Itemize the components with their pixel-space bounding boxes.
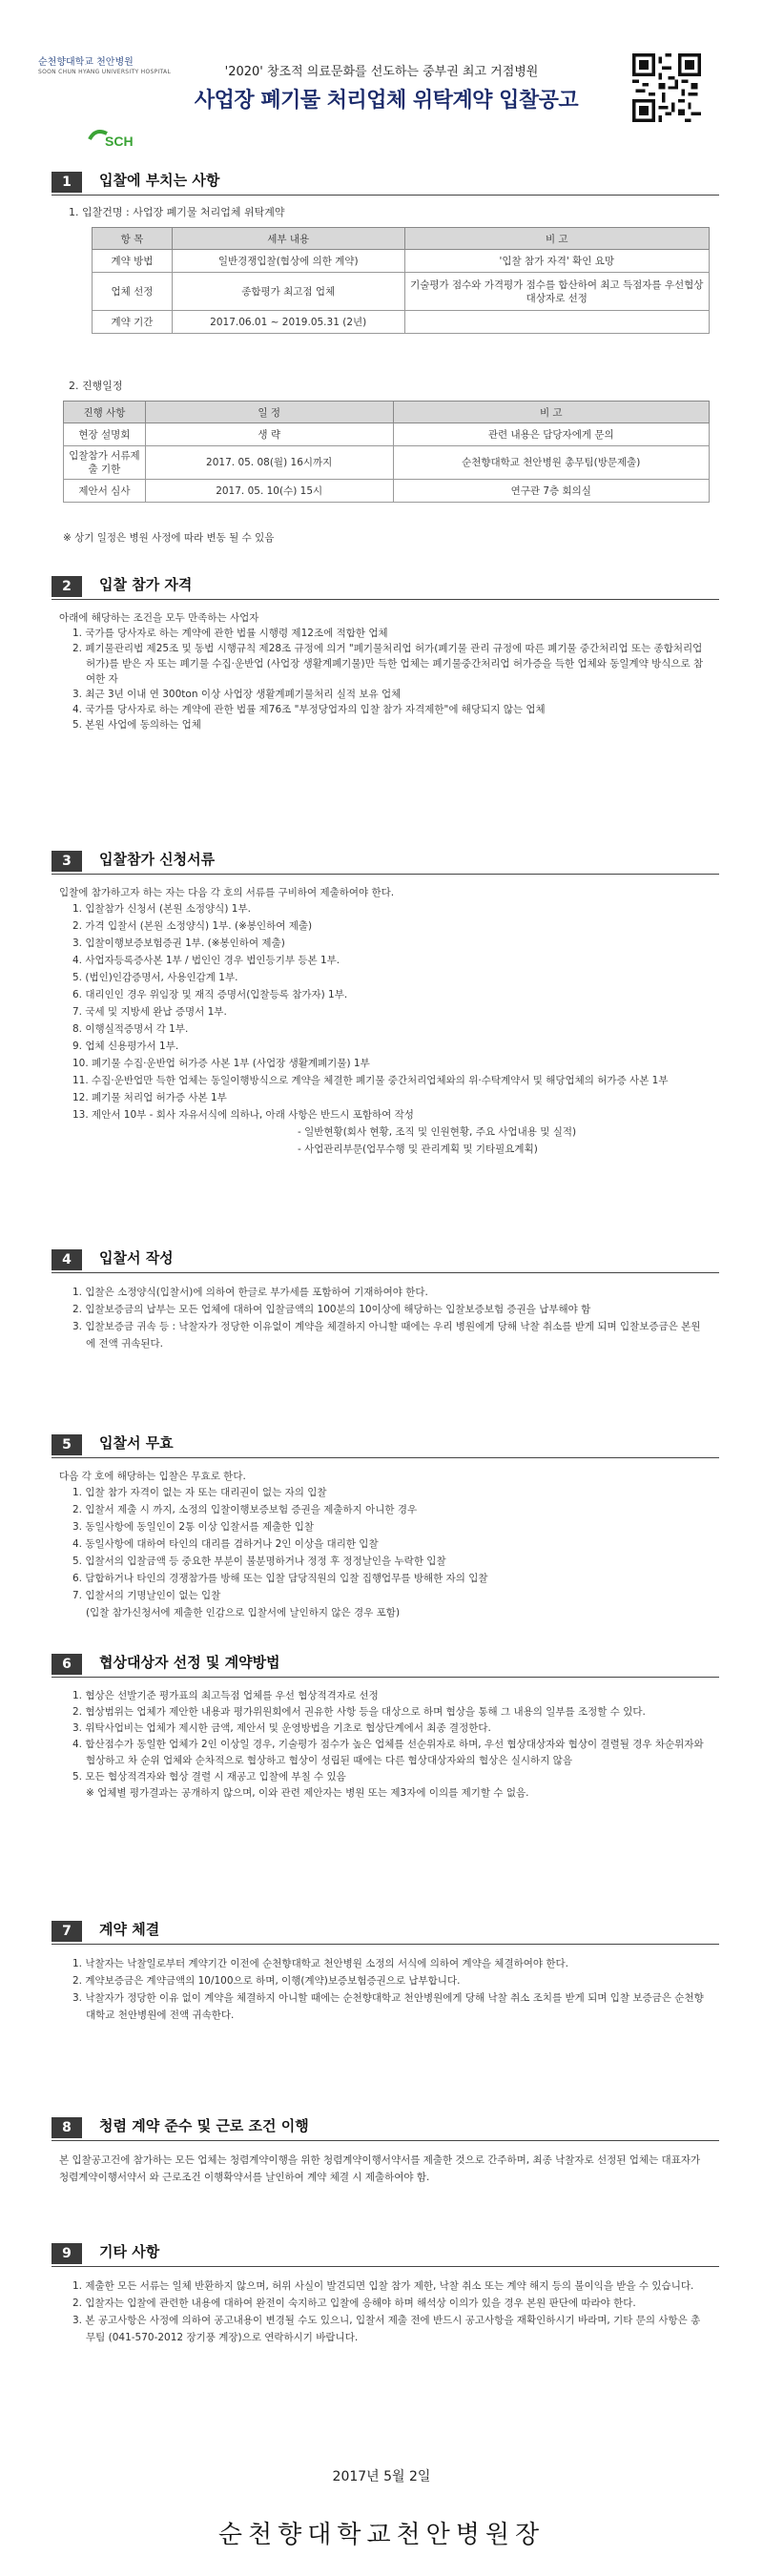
section-title: 기타 사항 [99, 2243, 160, 2260]
table-cell [404, 311, 709, 334]
list-item: 2. 협상범위는 업체가 제안한 내용과 평가위원회에서 권유한 사항 등을 대상으로 하며 협상을 통해 그 내용의 일부를 조정할 수 있다. [72, 1706, 646, 1718]
list-item: 5. 입찰서의 입찰금액 등 중요한 부분이 불분명하거나 정정 후 정정날인을 누락한 입찰 [72, 1556, 446, 1567]
section-number: 3 [52, 851, 82, 872]
table-cell: 관련 내용은 담당자에게 문의 [393, 423, 710, 446]
schedule-table [63, 401, 710, 503]
table-cell: 2017. 05. 10(수) 15시 [145, 480, 393, 503]
section-9-header [52, 2239, 719, 2266]
table-cell: 연구관 7층 회의실 [393, 480, 710, 503]
list-item: 3. 낙찰자가 정당한 이유 없이 계약을 체결하지 아니할 때에는 순천향대학교 천안병원에게 당해 낙찰 취소 조치를 받게 되며 입찰 보증금은 순천향대학교 천안병원에 전액 귀속한다. [72, 1992, 704, 2021]
list-item: 4. 사업자등록증사본 1부 / 법인인 경우 법인등기부 등본 1부. [72, 955, 340, 966]
notice-date: 2017년 5월 2일 [332, 2469, 431, 2484]
section-7-body [59, 1955, 708, 2024]
sch-logo-icon [86, 126, 143, 151]
section-divider [52, 1272, 719, 1273]
section-7-header [52, 1917, 719, 1944]
list-item: 1. 협상은 선발기준 평가표의 최고득점 업체를 우선 협상적격자로 선정 [72, 1690, 379, 1701]
list-item: 1. 입찰 참가 자격이 없는 자 또는 대리권이 없는 자의 입찰 [72, 1487, 327, 1498]
list-item: 12. 폐기물 처리업 허가증 사본 1부 [72, 1092, 227, 1103]
section-divider [52, 1457, 719, 1458]
list-item: 1. 제출한 모든 서류는 일체 반환하지 않으며, 허위 사실이 발견되면 입찰 참가 제한, 낙찰 취소 또는 계약 해지 등의 불이익을 받을 수 있습니다. [72, 2280, 694, 2292]
evaluation-note: ※ 업체별 평가결과는 공개하지 않으며, 이와 관련 제안자는 병원 또는 제3자에 이의를 제기할 수 없음. [86, 1787, 529, 1799]
table-cell: 업체 선정 [93, 273, 173, 311]
section-divider [52, 2266, 719, 2267]
section-3 [52, 847, 719, 874]
hospital-logo [38, 57, 210, 162]
table-cell: 제안서 심사 [64, 480, 146, 503]
list-item: 5. (법인)인감증명서, 사용인감계 1부. [72, 972, 238, 983]
section-title: 입찰 참가 자격 [99, 576, 193, 593]
list-item: 4. 동일사항에 대하여 타인의 대리를 겸하거나 2인 이상을 대리한 입찰 [72, 1538, 379, 1550]
section-number: 1 [52, 172, 82, 193]
list-item: 3. 최근 3년 이내 연 300ton 이상 사업장 생활계폐기물처리 실적 보유 업체 [72, 689, 402, 700]
table-cell: 현장 설명회 [64, 423, 146, 446]
section-divider [52, 1944, 719, 1945]
section-number: 9 [52, 2243, 82, 2264]
table-header: 항 목 [93, 228, 173, 250]
table-cell: 계약 방법 [93, 250, 173, 273]
list-item: 4. 국가를 당사자로 하는 계약에 관한 법률 제76조 "부정당업자의 입찰 참가 자격제한"에 해당되지 않는 업체 [72, 704, 546, 715]
table-cell: 생 략 [145, 423, 393, 446]
table-cell: 순천향대학교 천안병원 총무팀(방문제출) [393, 446, 710, 480]
table-cell: '입찰 참가 자격' 확인 요망 [404, 250, 709, 273]
list-item: 5. 모든 협상적격자와 협상 결렬 시 재공고 입찰에 부칠 수 있음 [72, 1771, 346, 1783]
misc-list [72, 2277, 708, 2346]
section-9 [52, 2239, 719, 2266]
list-item: 7. 국세 및 지방세 완납 증명서 1부. [72, 1006, 227, 1018]
section-1-header [52, 168, 719, 195]
list-item: 2. 입찰서 제출 시 까지, 소정의 입찰이행보증보험 증권을 제출하지 아니한 경우 [72, 1504, 418, 1515]
section-title: 입찰에 부치는 사항 [99, 172, 220, 189]
section-title: 청렴 계약 준수 및 근로 조건 이행 [99, 2117, 309, 2134]
section-number: 6 [52, 1654, 82, 1675]
section-5-header [52, 1431, 719, 1457]
table-header: 비 고 [393, 402, 710, 423]
section-9-body [59, 2277, 708, 2346]
section-title: 입찰서 무효 [99, 1434, 174, 1452]
section-number: 4 [52, 1249, 82, 1270]
section-intro: 아래에 해당하는 조건을 모두 만족하는 사업자 [59, 612, 259, 624]
list-item: 1. 낙찰자는 낙찰일로부터 계약기간 이전에 순천향대학교 천안병원 소정의 서식에 의하여 계약을 체결하여야 한다. [72, 1958, 568, 1969]
integrity-paragraph: 본 입찰공고건에 참가하는 모든 업체는 청렴계약이행을 위한 청렴계약이행서약서를 제출한 것으로 간주하며, 최종 낙찰자로 선정된 업체는 대표자가 청렴계약이행서약서 와 근로조건 이행확약서를 날인하여 계약 체결 시 제출하여야 함. [59, 2154, 701, 2183]
section-2-header [52, 572, 719, 599]
section-divider [52, 2140, 719, 2141]
table-cell: 기술평가 점수와 가격평가 점수를 합산하여 최고 득점자를 우선협상 대상자로 선정 [404, 273, 709, 311]
section-4-header [52, 1246, 719, 1272]
list-item: 1. 국가를 당사자로 하는 계약에 관한 법률 시행령 제12조에 적합한 업체 [72, 628, 388, 639]
section-intro: 다음 각 호에 해당하는 입찰은 무효로 한다. [59, 1471, 246, 1482]
logo-name: 순천향대학교 천안병원 [38, 57, 134, 68]
list-item: 2. 폐기물관리법 제25조 및 동법 시행규칙 제28조 규정에 의거 "폐기물처리업 허가(폐기물 관리 규정에 따른 폐기물 중간처리업 또는 종합처리업 허가)를 받은 자 또는 폐기물 수집·운반업 (사업장 생활계폐기물)만 득한 업체는 폐기물중간처리업 허가증을 득한 업체와 동일계약 방식으로 참여한 자 [72, 643, 704, 685]
list-subitem: - 사업관리부문(업무수행 및 관리계획 및 기타필요계획) [298, 1144, 538, 1155]
section-number: 8 [52, 2117, 82, 2138]
bid-title-line: 1. 입찰건명 : 사업장 폐기물 처리업체 위탁계약 [69, 206, 285, 218]
table-header: 세부 내용 [172, 228, 404, 250]
section-2-body [59, 610, 708, 732]
section-divider [52, 874, 719, 875]
schedule-line: 2. 진행일정 [69, 380, 123, 392]
logo-mark: SCH [105, 134, 134, 149]
table-cell: 일반경쟁입찰(협상에 의한 계약) [172, 250, 404, 273]
list-item: 5. 본원 사업에 동의하는 업체 [72, 719, 201, 731]
table-cell: 입찰참가 서류제출 기한 [64, 446, 146, 480]
section-7 [52, 1917, 719, 1944]
section-6-header [52, 1650, 719, 1677]
header-subtitle: '2020' 창조적 의료문화를 선도하는 중부권 최고 거점병원 [224, 65, 539, 79]
section-number: 7 [52, 1921, 82, 1942]
section-title: 계약 체결 [99, 1921, 160, 1938]
section-5-body [59, 1469, 708, 1621]
documents-list [72, 900, 708, 1158]
section-8 [52, 2113, 719, 2140]
list-item: 1. 입찰은 소정양식(입찰서)에 의하여 한글로 부가세를 포함하여 기재하여야 한다. [72, 1287, 428, 1298]
list-item: 9. 업체 신용평가서 1부. [72, 1041, 179, 1052]
table-header: 일 정 [145, 402, 393, 423]
table-cell: 2017. 05. 08(월) 16시까지 [145, 446, 393, 480]
section-number: 2 [52, 576, 82, 597]
section-divider [52, 599, 719, 600]
list-item: 6. 대리인인 경우 위임장 및 재직 증명서(입찰등록 참가자) 1부. [72, 989, 348, 1000]
list-item: 1. 입찰참가 신청서 (본원 소정양식) 1부. [72, 903, 251, 915]
signer-name: 순천향대학교천안병원장 [217, 2521, 546, 2549]
list-item: 6. 담합하거나 타인의 경쟁참가를 방해 또는 입찰 담당직원의 입찰 집행업무를 방해한 자의 입찰 [72, 1573, 488, 1584]
section-1 [52, 168, 719, 195]
section-title: 입찰참가 신청서류 [99, 851, 216, 868]
list-item: 3. 위탁사업비는 업체가 제시한 금액, 제안서 및 운영방법을 기초로 협상단계에서 최종 결정한다. [72, 1722, 491, 1734]
contract-table [92, 227, 710, 334]
list-item: 2. 계약보증금은 계약금액의 10/100으로 하며, 이행(계약)보증보험증권으로 납부합니다. [72, 1975, 461, 1987]
table-cell: 계약 기간 [93, 311, 173, 334]
section-title: 입찰서 작성 [99, 1249, 174, 1267]
section-6-body [59, 1688, 708, 1802]
page-title: 사업장 폐기물 처리업체 위탁계약 입찰공고 [194, 89, 579, 113]
list-item-continued: (입찰 참가신청서에 제출한 인감으로 입찰서에 날인하지 않은 경우 포함) [86, 1607, 401, 1618]
bid-writing-list [72, 1284, 708, 1352]
list-item: 2. 가격 입찰서 (본원 소정양식) 1부. (※봉인하여 제출) [72, 920, 313, 932]
section-4-body [59, 1284, 708, 1352]
section-6 [52, 1650, 719, 1677]
list-item: 11. 수집·운반업만 득한 업체는 동일이행방식으로 계약을 체결한 폐기물 중간처리업체와의 위·수탁계약서 및 해당업체의 허가증 사본 1부 [72, 1075, 669, 1086]
table-cell: 종합평가 최고점 업체 [172, 273, 404, 311]
table-cell: 2017.06.01 ~ 2019.05.31 (2년) [172, 311, 404, 334]
table-header: 비 고 [404, 228, 709, 250]
list-subitem: - 일반현황(회사 현황, 조직 및 인원현황, 주요 사업내용 및 실적) [298, 1126, 577, 1138]
section-8-header [52, 2113, 719, 2140]
invalid-bid-list [72, 1484, 708, 1621]
list-item: 3. 본 공고사항은 사정에 의하여 공고내용이 변경될 수도 있으니, 입찰서 제출 전에 반드시 공고사항을 재확인하시기 바라며, 기타 문의 사항은 총무팀 (041-570-2012 장기풍 계장)으로 연락하시기 바랍니다. [72, 2315, 701, 2343]
section-3-body [59, 885, 708, 1158]
section-title: 협상대상자 선정 및 계약방법 [99, 1654, 280, 1671]
qualification-list [72, 626, 708, 732]
contract-list [72, 1955, 708, 2024]
section-5 [52, 1431, 719, 1457]
list-item: 3. 동일사항에 동일인이 2통 이상 입찰서를 제출한 입찰 [72, 1521, 315, 1533]
list-item: 2. 입찰자는 입찰에 관련한 내용에 대하여 완전이 숙지하고 입찰에 응해야 하며 해석상 이의가 있을 경우 본원 판단에 따라야 한다. [72, 2298, 636, 2309]
list-item: 3. 입찰이행보증보험증권 1부. (※봉인하여 제출) [72, 938, 285, 949]
logo-english-name: SOON CHUN HYANG UNIVERSITY HOSPITAL [38, 69, 172, 75]
list-item: 7. 입찰서의 기명날인이 없는 입찰 [72, 1590, 221, 1601]
list-item: 8. 이행실적증명서 각 1부. [72, 1023, 189, 1035]
section-2 [52, 572, 719, 599]
section-intro: 입찰에 참가하고자 하는 자는 다음 각 호의 서류를 구비하여 제출하여야 한다. [59, 887, 395, 898]
table-header: 진행 사항 [64, 402, 146, 423]
section-3-header [52, 847, 719, 874]
section-4 [52, 1246, 719, 1272]
list-item: 13. 제안서 10부 - 회사 자유서식에 의하나, 아래 사항은 반드시 포함하여 작성 [72, 1109, 414, 1121]
list-item: 3. 입찰보증금 귀속 등 : 낙찰자가 정당한 이유없이 계약을 체결하지 아니할 때에는 우리 병원에게 당해 낙찰 취소를 받게 되며 입찰보증금은 본원에 전액 귀속된다. [72, 1321, 701, 1350]
qr-code-icon [632, 53, 701, 122]
list-item: 4. 합산점수가 동일한 업체가 2인 이상일 경우, 기술평가 점수가 높은 업체를 선순위자로 하며, 우선 협상대상자와 협상이 결렬될 경우 차순위자와 협상하고 차 순위 업체와 순차적으로 협상하고 협상이 성립된 때에는 다른 협상대상자와의 협상은 실시하지 않음 [72, 1739, 704, 1766]
section-divider [52, 195, 719, 196]
schedule-note: ※ 상기 일정은 병원 사정에 따라 변동 될 수 있음 [63, 532, 275, 544]
list-item: 10. 폐기물 수집·운반업 허가증 사본 1부 (사업장 생활계폐기물) 1부 [72, 1058, 370, 1069]
section-number: 5 [52, 1434, 82, 1455]
section-divider [52, 1677, 719, 1678]
negotiation-list [72, 1688, 708, 1802]
list-item: 2. 입찰보증금의 납부는 모든 업체에 대하여 입찰금액의 100분의 10이상에 해당하는 입찰보증보험 증권을 납부해야 함 [72, 1304, 591, 1315]
